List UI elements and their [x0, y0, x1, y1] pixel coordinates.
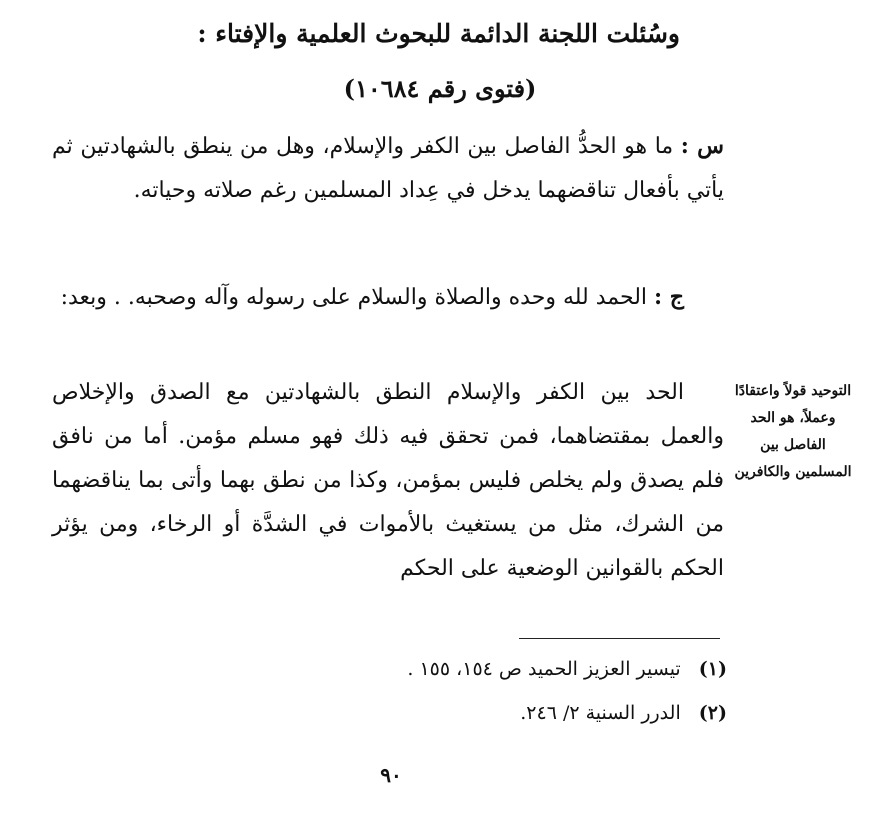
- footnote-2: [287, 697, 727, 729]
- footnote-number: (١): [698, 658, 727, 680]
- answer-paragraph: [52, 275, 724, 320]
- footnote-number: (٢): [698, 702, 727, 724]
- fatwa-number: (فتوى رقم ١٠٦٨٤): [343, 74, 537, 103]
- question-label: س :: [680, 133, 724, 159]
- question-text: ما هو الحدُّ الفاصل بين الكفر والإسلام، وهل من ينطق بالشهادتين ثم يأتي بأفعال تناقضهما يدخل في عِداد المسلمين رغم صلاته وحياته.: [52, 134, 724, 203]
- footnote-text: الدرر السنية ٢/ ٢٤٦.: [520, 702, 681, 724]
- margin-note: التوحيد قولاً واعتقادًا وعملاً، هو الحد الفاصل بين المسلمين والكافرين: [734, 383, 852, 480]
- answer-label: ج :: [654, 284, 684, 310]
- footnote-divider: [519, 638, 720, 639]
- footnote-1: [287, 653, 727, 685]
- question-paragraph: [52, 124, 724, 213]
- answer-text: الحمد لله وحده والصلاة والسلام على رسوله وآله وصحبه. . وبعد:: [60, 285, 648, 310]
- section-heading: وسُئلت اللجنة الدائمة للبحوث العلمية والإفتاء :: [197, 19, 680, 48]
- main-paragraph: الحد بين الكفر والإسلام النطق بالشهادتين مع الصدق والإخلاص والعمل بمقتضاهما، فمن تحقق فيه ذلك فهو مسلم مؤمن. أما من نافق فلم يصدق ولم يخلص فليس بمؤمن، وكذا من نطق بهما وأتى بما يناقضهما من الشرك، مثل من يستغيث بالأموات في الشدَّة أو الرخاء، ومن يؤثر الحكم بالقوانين الوضعية على الحكم: [52, 380, 724, 581]
- footnote-text: تيسير العزيز الحميد ص ١٥٤، ١٥٥ .: [407, 658, 681, 680]
- page-number: ٩٠: [380, 763, 402, 787]
